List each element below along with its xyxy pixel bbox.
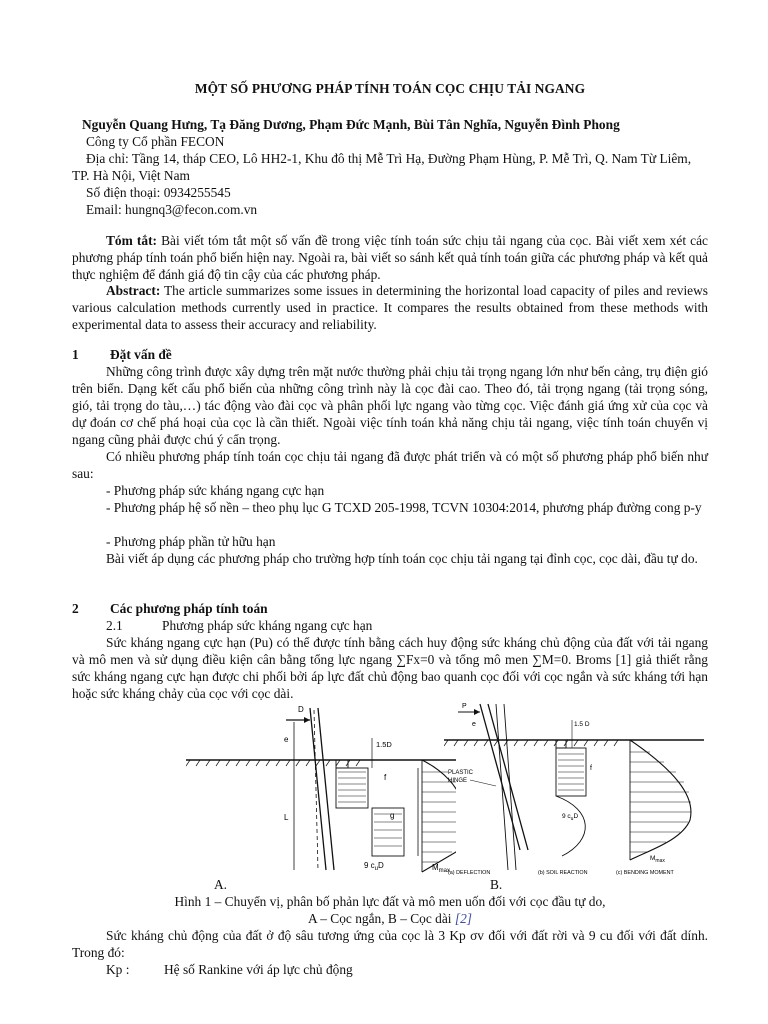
label-1-5D: 1.5D	[376, 740, 392, 749]
abstract-en	[72, 282, 708, 333]
method-bullet-2: - Phương pháp hệ số nền – theo phụ lục G TCXD 205-1998, TCVN 10304:2014, phương pháp đường cong p-y	[106, 500, 702, 515]
caption-text: A – Cọc ngắn, B – Cọc dài	[307, 911, 455, 926]
figure-label-b: B.	[490, 877, 503, 892]
affiliation-email: Email: hungnq3@fecon.com.vn	[86, 202, 258, 217]
section-2-paragraph-1: Sức kháng ngang cực hạn (Pu) có thể được tính bằng cách huy động sức kháng chủ động của đất với tải ngang và mô men và sử dụng điều kiện cân bằng tổng lực ngang ∑Fx=0 và tổng mô men ∑M=0. Broms [1] giả thiết rằng sức kháng ngang cực hạn được chi phối bởi áp lực đất chủ động bao quanh cọc đối với cọc ngắn và sức kháng tới hạn hoặc sức kháng chảy của cọc với cọc dài.	[72, 635, 708, 701]
section-1-paragraph-3: Bài viết áp dụng các phương pháp cho trường hợp tính toán cọc chịu tải ngang tại đỉnh cọc, cọc dài, đầu tự do.	[106, 551, 698, 566]
caption-bending-moment: (c) BENDING MOMENT	[616, 870, 674, 876]
label-D: D	[298, 705, 304, 714]
label-1-5D-b: 1.5 D	[574, 721, 590, 728]
section-1-title: Đặt vấn đề	[110, 347, 172, 362]
section-1-paragraph-2: Có nhiều phương pháp tính toán cọc chịu tải ngang đã được phát triển và có một số phương pháp phổ biến như sau:	[72, 449, 708, 481]
caption-deflection: (a) DEFLECTION	[448, 870, 491, 876]
affiliation-company: Công ty Cổ phần FECON	[86, 134, 225, 149]
paper-title: MỘT SỐ PHƯƠNG PHÁP TÍNH TOÁN CỌC CHỊU TẢI NGANG	[194, 81, 586, 96]
figure-caption-line-1: Hình 1 – Chuyển vị, phân bố phản lực đất và mô men uốn đối với cọc đầu tự do,	[174, 894, 606, 909]
label-g: g	[390, 811, 395, 820]
figure-b-long-pile	[444, 700, 708, 878]
subsection-2-1-heading	[106, 617, 372, 634]
abstract-vi-label: Tóm tắt:	[106, 233, 157, 248]
section-2-heading	[72, 600, 268, 617]
abstract-vi	[72, 232, 708, 283]
subsection-2-1-number: 2.1	[106, 618, 123, 633]
section-2-number: 2	[72, 601, 79, 616]
caption-soil-reaction: (b) SOIL REACTION	[538, 870, 588, 876]
label-L: L	[284, 813, 289, 822]
abstract-vi-text: Bài viết tóm tắt một số vấn đề trong việc tính toán sức chịu tải ngang của cọc. Bài viết xem xét các phương pháp tính toán phổ biến hiện nay. Ngoài ra, bài viết so sánh kết quả tính toán giữa các phương pháp và kết quả thực nghiệm để đánh giá độ tin cậy của các phương pháp.	[72, 233, 708, 282]
affiliation-address: Địa chỉ: Tầng 14, tháp CEO, Lô HH2-1, Khu đô thị Mễ Trì Hạ, Đường Phạm Hùng, P. Mễ Trì, Q. Nam Từ Liêm, TP. Hà Nội, Việt Nam	[72, 151, 692, 183]
after-figure-paragraph: Sức kháng chủ động của đất ở độ sâu tương ứng của cọc là 3 Kp σv đối với đất rời và 9 cu đối với đất dính. Trong đó:	[72, 928, 708, 960]
author-list: Nguyễn Quang Hưng, Tạ Đăng Dương, Phạm Đức Mạnh, Bùi Tân Nghĩa, Nguyễn Đình Phong	[82, 117, 620, 132]
label-9cuD: 9 $c_uD$	[364, 861, 384, 872]
section-2-title: Các phương pháp tính toán	[110, 601, 268, 616]
label-Mmax-b: $M_{max}$	[650, 855, 665, 864]
label-f-b: f	[590, 765, 592, 772]
citation-link[interactable]: [2]	[454, 911, 473, 926]
abstract-en-text: The article summarizes some issues in determining the horizontal load capacity of piles and reviews various calculation methods currently used in practice. It compares the results obtained from these methods with experimental data to assess their accuracy and reliability.	[72, 283, 708, 332]
figure-a-short-pile	[186, 702, 456, 880]
method-bullet-1: - Phương pháp sức kháng ngang cực hạn	[106, 483, 325, 498]
label-P: P	[462, 703, 467, 710]
label-plastic-hinge: PLASTIC HINGE	[448, 770, 474, 784]
method-bullet-3: - Phương pháp phần tử hữu hạn	[106, 534, 276, 549]
label-e: e	[284, 735, 289, 744]
section-1-number: 1	[72, 347, 79, 362]
kp-definition: Hệ số Rankine với áp lực chủ động	[164, 962, 353, 977]
section-1-paragraph-1: Những công trình được xây dựng trên mặt nước thường phải chịu tải trọng ngang lớn như bến cảng, trụ điện gió trên biển. Dạng kết cấu phổ biến của những công trình này là cọc đài cao. Theo đó, tải trọng ngang (tải trọng sóng, gió, tải trọng do tàu,…) tác động vào đài cọc và phân phối lực ngang vào từng cọc. Việc đánh giá ứng xử của cọc và dự đoán cơ chế phá hoại của cọc là cần thiết. Ngoài việc tính toán khả năng chịu tải ngang, việc tính toán chuyển vị ngang cũng phải được chú ý cẩn trọng.	[72, 364, 708, 447]
label-9cuD-b: 9 $c_uD$	[562, 813, 579, 822]
figure-label-a: A.	[214, 877, 228, 892]
label-e-b: e	[472, 721, 476, 728]
subsection-2-1-title: Phương pháp sức kháng ngang cực hạn	[162, 618, 373, 633]
label-f: f	[384, 773, 387, 782]
label-Mmax-a: $M_{max}$	[432, 863, 451, 874]
affiliation-phone: Số điện thoại: 0934255545	[86, 185, 231, 200]
figure-caption-line-2	[72, 910, 708, 927]
abstract-en-label: Abstract:	[106, 283, 161, 298]
section-1-heading	[72, 346, 172, 363]
kp-term: Kp :	[106, 962, 130, 977]
